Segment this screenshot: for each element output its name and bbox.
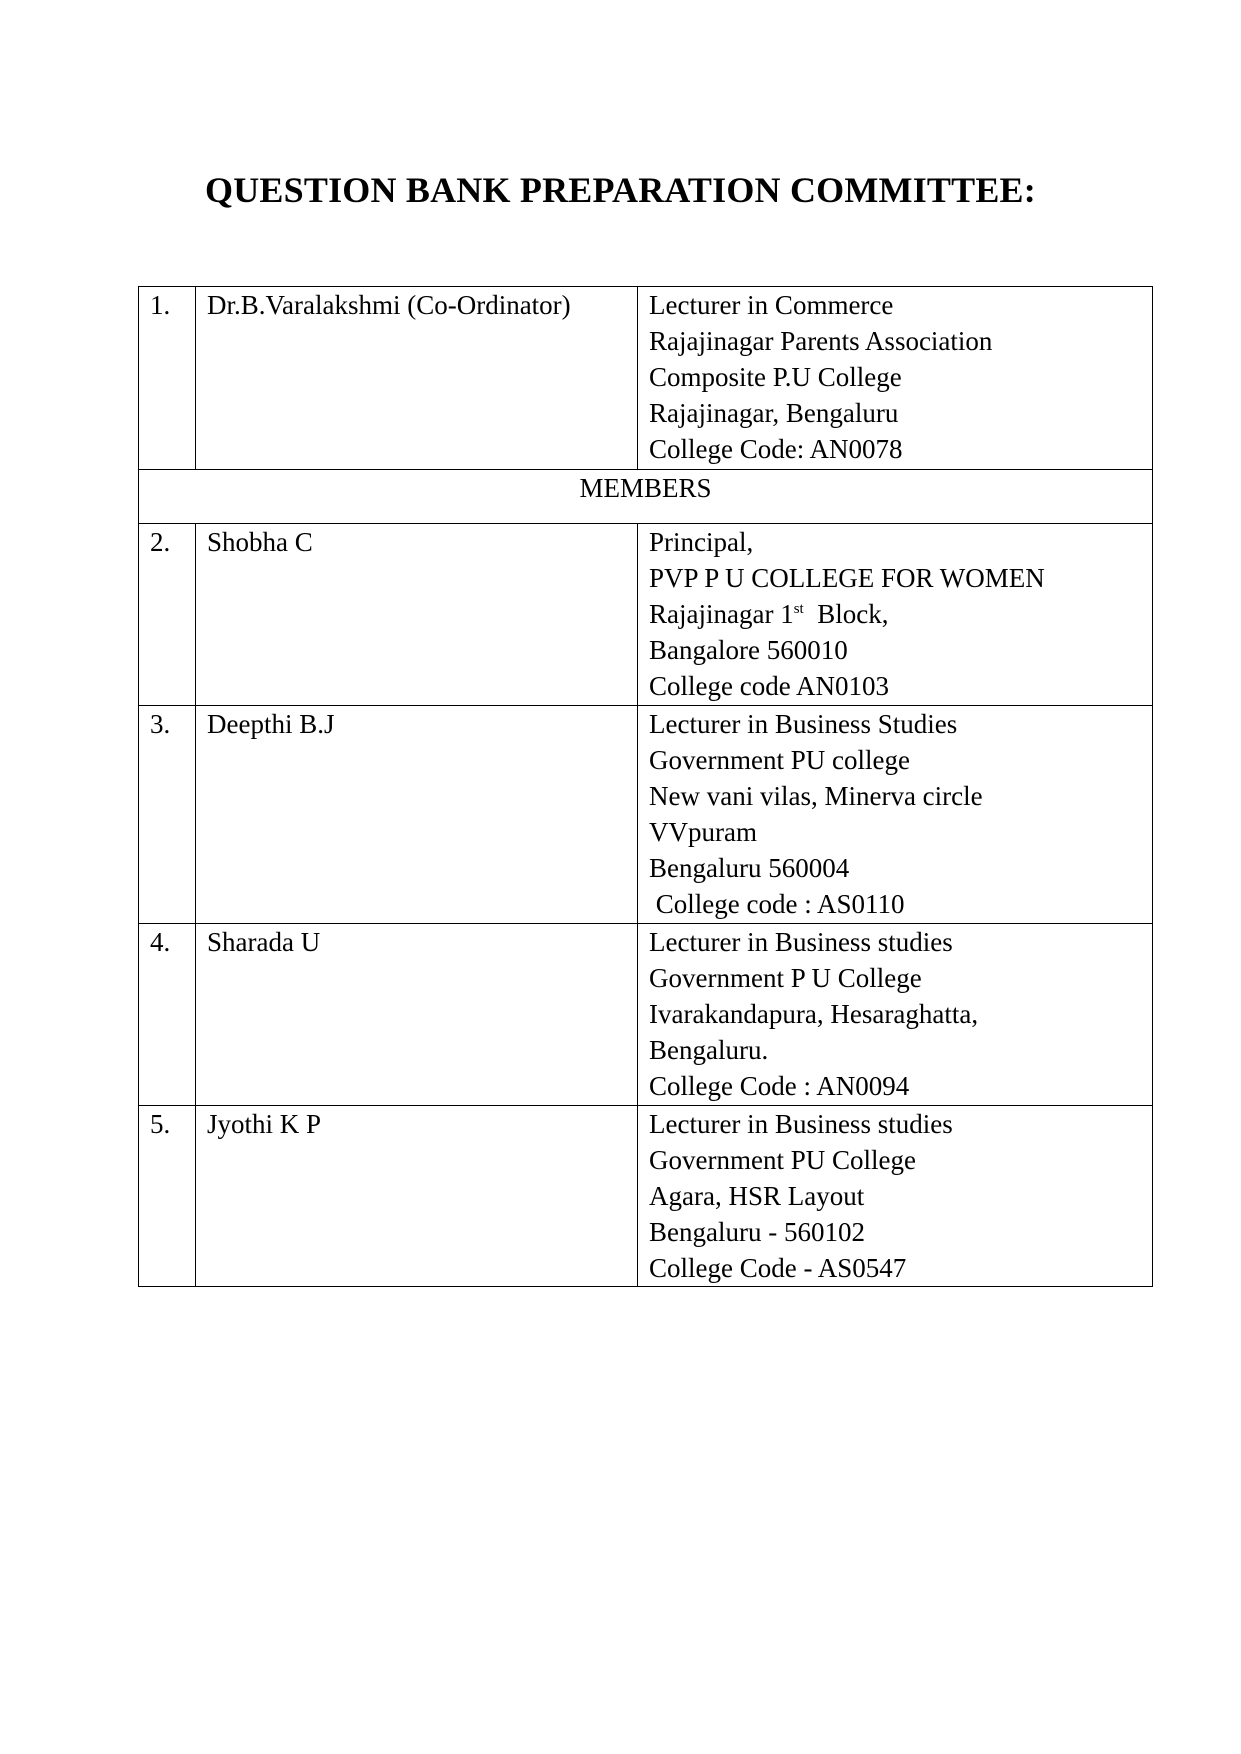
committee-table <box>138 286 1153 1287</box>
detail-line: Bengaluru 560004 <box>649 853 850 883</box>
detail-line: College code : AS0110 <box>649 889 905 919</box>
detail-line: PVP P U COLLEGE FOR WOMEN <box>649 563 1045 593</box>
member-name: Sharada U <box>196 924 638 1106</box>
member-details <box>638 924 1153 1106</box>
detail-line: College Code: AN0078 <box>649 434 903 464</box>
detail-line: Principal, <box>649 527 754 557</box>
detail-line: Government PU College <box>649 1145 916 1175</box>
members-heading: MEMBERS <box>139 470 1153 524</box>
detail-line: College code AN0103 <box>649 671 889 701</box>
row-number: 1. <box>139 287 196 470</box>
detail-line: VVpuram <box>649 817 757 847</box>
member-details <box>638 1106 1153 1287</box>
detail-line: Ivarakandapura, Hesaraghatta, <box>649 999 979 1029</box>
table-row <box>139 524 1153 706</box>
detail-line: Bengaluru. <box>649 1035 769 1065</box>
detail-line: Bangalore 560010 <box>649 635 848 665</box>
detail-line: Lecturer in Business studies <box>649 1109 953 1139</box>
detail-line: College Code - AS0547 <box>649 1253 907 1283</box>
row-number: 5. <box>139 1106 196 1287</box>
member-name: Dr.B.Varalakshmi (Co-Ordinator) <box>196 287 638 470</box>
member-details <box>638 524 1153 706</box>
row-number: 4. <box>139 924 196 1106</box>
detail-line: College Code : AN0094 <box>649 1071 910 1101</box>
detail-line: Lecturer in Business Studies <box>649 709 958 739</box>
detail-line: Composite P.U College <box>649 362 902 392</box>
row-number: 3. <box>139 706 196 924</box>
detail-line: Lecturer in Commerce <box>649 290 894 320</box>
detail-line: Government P U College <box>649 963 922 993</box>
member-details <box>638 287 1153 470</box>
table-row <box>139 1106 1153 1287</box>
ordinal-suffix: st <box>793 601 804 617</box>
detail-line: Rajajinagar Parents Association <box>649 326 993 356</box>
detail-text: Block, <box>803 599 889 629</box>
member-name: Shobha C <box>196 524 638 706</box>
table-row <box>139 924 1153 1106</box>
row-number: 2. <box>139 524 196 706</box>
detail-line: New vani vilas, Minerva circle <box>649 781 983 811</box>
detail-line <box>649 596 1141 632</box>
table-row-coordinator <box>139 287 1153 470</box>
member-details <box>638 706 1153 924</box>
member-name: Deepthi B.J <box>196 706 638 924</box>
members-heading-row <box>139 470 1153 524</box>
detail-line: Lecturer in Business studies <box>649 927 953 957</box>
detail-line: Rajajinagar, Bengaluru <box>649 398 899 428</box>
page-title: QUESTION BANK PREPARATION COMMITTEE: <box>205 170 1036 210</box>
member-name: Jyothi K P <box>196 1106 638 1287</box>
table-row <box>139 706 1153 924</box>
detail-line: Agara, HSR Layout <box>649 1181 865 1211</box>
detail-text: Rajajinagar 1 <box>649 599 794 629</box>
detail-line: Bengaluru - 560102 <box>649 1217 865 1247</box>
detail-line: Government PU college <box>649 745 910 775</box>
